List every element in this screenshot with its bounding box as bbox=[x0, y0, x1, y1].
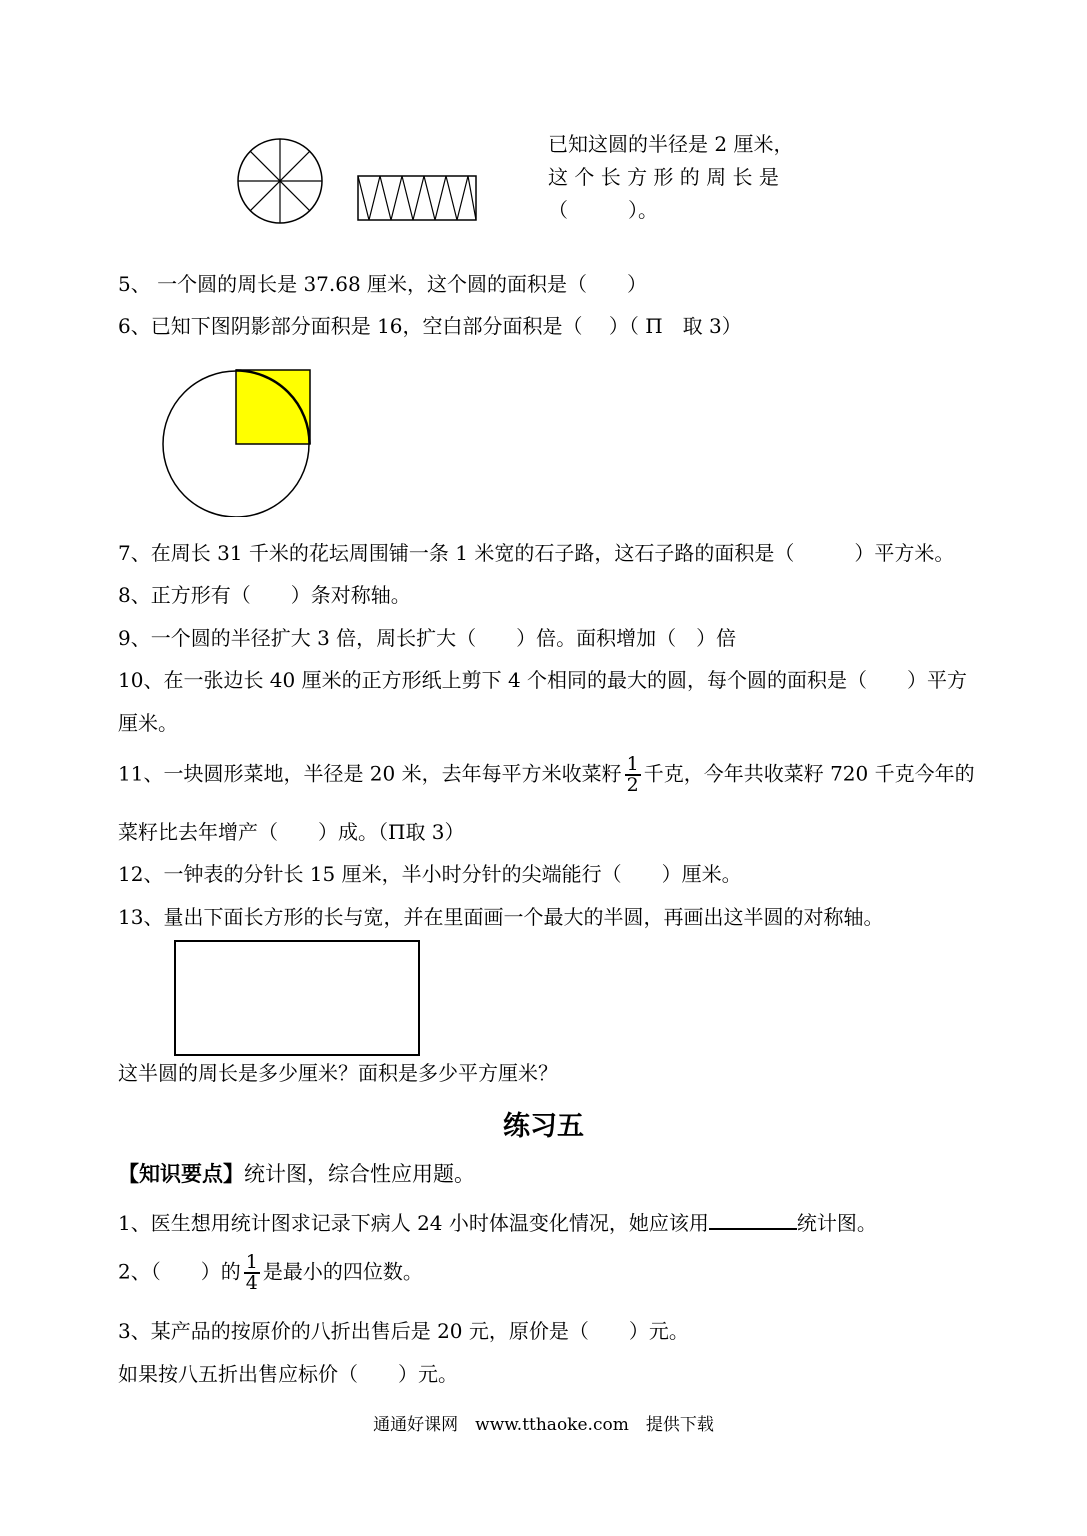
q11-fraction bbox=[625, 755, 641, 795]
question-8: 8、正方形有（ ）条对称轴。 bbox=[118, 583, 411, 607]
q11-text-before: 11、一块圆形菜地，半径是 20 米，去年每平方米收菜籽 bbox=[118, 761, 622, 786]
e2-text-before: 2、（ ）的 bbox=[118, 1259, 241, 1284]
question-6: 6、已知下图阴影部分面积是 16，空白部分面积是（ ）（ Π 取 3） bbox=[118, 314, 742, 338]
question-7: 7、在周长 31 千米的花坛周围铺一条 1 米宽的石子路，这石子路的面积是（ ）平方米。 bbox=[118, 541, 955, 565]
q11-fraction-num: 1 bbox=[626, 753, 639, 775]
knowledge-points bbox=[118, 1161, 475, 1187]
question-10-line-2: 厘米。 bbox=[118, 711, 178, 735]
e1-answer-blank bbox=[709, 1210, 797, 1230]
knowledge-label: 【知识要点】 bbox=[118, 1161, 244, 1186]
e1-text-before: 1、医生想用统计图求记录下病人 24 小时体温变化情况，她应该用 bbox=[118, 1211, 709, 1235]
exercise-3-line-2: 如果按八五折出售应标价（ ）元。 bbox=[118, 1362, 458, 1386]
e1-text-after: 统计图。 bbox=[796, 1211, 877, 1235]
circle-shaded-square-figure bbox=[160, 365, 316, 517]
q11-text-after: 千克，今年共收菜籽 720 千克今年的 bbox=[643, 761, 975, 786]
question-12: 12、一钟表的分针长 15 厘米，半小时分针的尖端能行（ ）厘米。 bbox=[118, 862, 742, 886]
question-11-line-2: 菜籽比去年增产（ ）成。（Π取 3） bbox=[118, 820, 465, 844]
page-footer: 通通好课网 www.tthaoke.com 提供下载 bbox=[373, 1415, 714, 1435]
question-11-line-1 bbox=[118, 755, 975, 795]
q4-side-line-2: 这 个 长 方 形 的 周 长 是 bbox=[548, 165, 779, 189]
q4-side-line-1: 已知这圆的半径是 2 厘米， bbox=[548, 132, 794, 156]
circle-sectors-figure bbox=[236, 137, 326, 227]
section-title: 练习五 bbox=[503, 1111, 584, 1142]
e2-fraction bbox=[244, 1253, 260, 1293]
exercise-3-line-1: 3、某产品的按原价的八折出售后是 20 元，原价是（ ）元。 bbox=[118, 1319, 689, 1343]
exercise-1 bbox=[118, 1210, 877, 1235]
q4-side-line-3: （ ）。 bbox=[548, 198, 658, 222]
knowledge-text: 统计图，综合性应用题。 bbox=[244, 1162, 475, 1186]
e2-fraction-num: 1 bbox=[245, 1251, 258, 1273]
measure-rectangle bbox=[174, 940, 420, 1056]
question-10-line-1: 10、在一张边长 40 厘米的正方形纸上剪下 4 个相同的最大的圆，每个圆的面积是（ ）平方 bbox=[118, 668, 968, 692]
q11-fraction-den: 2 bbox=[626, 774, 639, 796]
question-13: 13、量出下面长方形的长与宽，并在里面画一个最大的半圆，再画出这半圆的对称轴。 bbox=[118, 905, 884, 929]
e2-text-after: 是最小的四位数。 bbox=[262, 1259, 423, 1284]
e2-fraction-den: 4 bbox=[245, 1272, 258, 1294]
zigzag-rectangle-figure bbox=[355, 172, 480, 224]
exercise-2 bbox=[118, 1253, 423, 1293]
question-9: 9、一个圆的半径扩大 3 倍，周长扩大（ ）倍。面积增加（ ）倍 bbox=[118, 626, 737, 650]
question-5: 5、 一个圆的周长是 37.68 厘米，这个圆的面积是（ ） bbox=[118, 272, 648, 296]
question-13-follow: 这半圆的周长是多少厘米？面积是多少平方厘米？ bbox=[118, 1061, 558, 1085]
